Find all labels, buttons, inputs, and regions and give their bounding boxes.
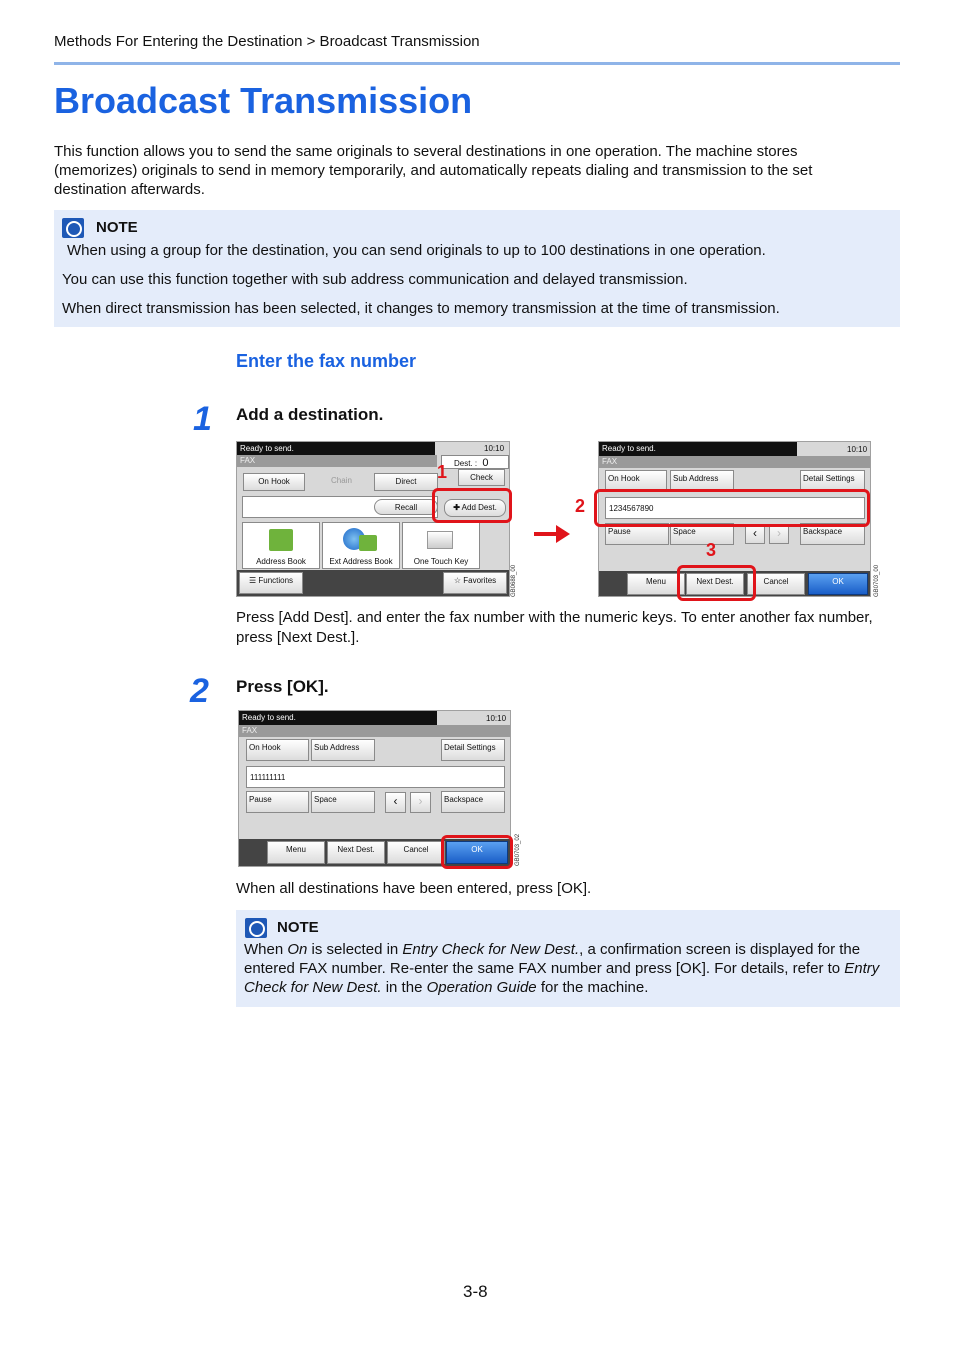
address-book-label: Address Book: [256, 557, 306, 566]
arrow-right-icon: [534, 532, 558, 536]
figure-code: GB0703_02: [515, 833, 521, 866]
fax-number-input[interactable]: 111111111: [246, 766, 505, 788]
status-bar: Ready to send.: [237, 442, 435, 455]
chevron-left-icon: ‹: [393, 794, 398, 808]
favorites-button[interactable]: [443, 572, 507, 594]
status-bar: Ready to send.: [599, 442, 797, 456]
callout-1: 1: [437, 462, 448, 482]
plus-icon: ✚: [453, 503, 460, 512]
step-number: 2: [190, 672, 209, 710]
on-hook-button[interactable]: On Hook: [605, 470, 667, 492]
highlight-add-dest: [432, 488, 512, 523]
step-title: Press [OK].: [236, 677, 329, 696]
breadcrumb: Methods For Entering the Destination > Broadcast Transmission: [54, 33, 480, 50]
on-hook-button[interactable]: On Hook: [243, 473, 305, 491]
folder-icon: [359, 535, 377, 551]
note-label: NOTE: [96, 219, 138, 236]
list-icon: ☰: [248, 576, 257, 585]
note-box: [54, 210, 900, 327]
address-book-button[interactable]: [242, 522, 320, 569]
ok-button[interactable]: OK: [808, 573, 868, 595]
backspace-button[interactable]: Backspace: [441, 791, 505, 813]
ext-address-book-button[interactable]: [322, 522, 400, 569]
note-label: NOTE: [277, 919, 319, 936]
sub-address-button[interactable]: Sub Address: [311, 739, 375, 761]
backspace-button[interactable]: Backspace: [800, 523, 865, 545]
space-button[interactable]: Space: [670, 523, 734, 545]
callout-3: 3: [706, 540, 717, 560]
one-touch-key-icon: [427, 531, 453, 549]
one-touch-key-button[interactable]: [402, 522, 480, 569]
clock: 10:10: [486, 714, 507, 723]
intro-paragraph: This function allows you to send the same originals to several destinations in one operation. The machine stores (memorizes) originals to send in memory temporarily, and automatically repeats dialing and transmission to the set destination afterwards.: [54, 143, 813, 198]
cursor-right-button[interactable]: [769, 524, 789, 544]
chevron-right-icon: ›: [777, 526, 781, 540]
chain-button[interactable]: Chain: [331, 476, 352, 485]
note-paragraph: You can use this function together with sub address communication and delayed transmission.: [62, 271, 688, 288]
highlight-next-dest: [677, 565, 756, 601]
functions-button[interactable]: [239, 572, 303, 594]
callout-2: 2: [575, 496, 586, 516]
cursor-left-button[interactable]: [385, 792, 406, 813]
sub-address-button[interactable]: Sub Address: [670, 470, 734, 492]
figure-code: GB0688_00: [511, 564, 517, 597]
note-box: [236, 910, 900, 1007]
mode-label: FAX: [239, 725, 511, 737]
note-paragraph: When On is selected in Entry Check for New Dest., a confirmation screen is displayed for the entered FAX number. Re-enter the same FAX number and press [OK]. For details, refer to Entry Check for New Dest. in the Operation Guide for the machine.: [244, 941, 880, 996]
clock: 10:10: [484, 444, 505, 453]
note-icon: [62, 218, 84, 238]
highlight-number-field: [594, 489, 870, 527]
check-button[interactable]: Check: [458, 469, 505, 486]
menu-button[interactable]: Menu: [627, 573, 685, 595]
header-rule: [54, 62, 900, 65]
pause-button[interactable]: Pause: [605, 523, 669, 545]
dest-counter: [441, 455, 509, 469]
note-paragraph: When using a group for the destination, you can send originals to up to 100 destinations in one operation.: [67, 242, 766, 259]
menu-button[interactable]: Menu: [267, 841, 325, 864]
recall-button[interactable]: Recall: [374, 499, 438, 515]
ext-address-book-label: Ext Address Book: [329, 557, 393, 566]
cursor-left-button[interactable]: [745, 524, 765, 544]
step-title: Add a destination.: [236, 405, 384, 424]
chevron-right-icon: ›: [418, 794, 423, 808]
star-icon: ☆: [453, 576, 462, 585]
step-description: When all destinations have been entered, press [OK].: [236, 880, 592, 897]
cursor-right-button[interactable]: [410, 792, 431, 813]
dest-label: Dest. :: [454, 459, 478, 468]
dest-count: 0: [482, 457, 489, 469]
pause-button[interactable]: Pause: [246, 791, 309, 813]
page-title: Broadcast Transmission: [54, 80, 473, 121]
functions-label: Functions: [258, 576, 294, 585]
note-paragraph: When direct transmission has been selected, it changes to memory transmission at the time of transmission.: [62, 300, 780, 317]
mode-label: FAX: [237, 455, 437, 467]
arrow-head-icon: [556, 525, 570, 543]
fax-number-input[interactable]: 1234567890: [605, 497, 865, 519]
step-description: Press [Add Dest]. and enter the fax number with the numeric keys. To enter another fax number, press [Next Dest.].: [236, 609, 873, 646]
detail-settings-button[interactable]: Detail Settings: [800, 470, 865, 492]
step-number: 1: [193, 400, 212, 438]
note-icon: [245, 918, 267, 938]
add-dest-label: Add Dest.: [461, 503, 497, 512]
page-number: 3-8: [463, 1282, 488, 1301]
one-touch-key-label: One Touch Key: [413, 557, 469, 566]
mode-label: FAX: [599, 456, 871, 468]
status-bar: Ready to send.: [239, 711, 437, 725]
detail-settings-button[interactable]: Detail Settings: [441, 739, 505, 761]
favorites-label: Favorites: [463, 576, 497, 585]
chevron-left-icon: ‹: [753, 526, 757, 540]
cancel-button[interactable]: Cancel: [387, 841, 445, 864]
figure-code: GB0703_00: [874, 564, 880, 597]
clock: 10:10: [847, 445, 868, 454]
cancel-button[interactable]: Cancel: [747, 573, 805, 595]
next-dest-button[interactable]: Next Dest.: [327, 841, 385, 864]
space-button[interactable]: Space: [311, 791, 375, 813]
address-book-icon: [269, 529, 293, 551]
section-subheading: Enter the fax number: [236, 351, 417, 371]
direct-button[interactable]: Direct: [374, 473, 438, 491]
on-hook-button[interactable]: On Hook: [246, 739, 309, 761]
next-dest-button[interactable]: Next Dest.: [686, 573, 744, 595]
ok-button[interactable]: OK: [446, 841, 508, 864]
highlight-ok: [441, 835, 513, 869]
